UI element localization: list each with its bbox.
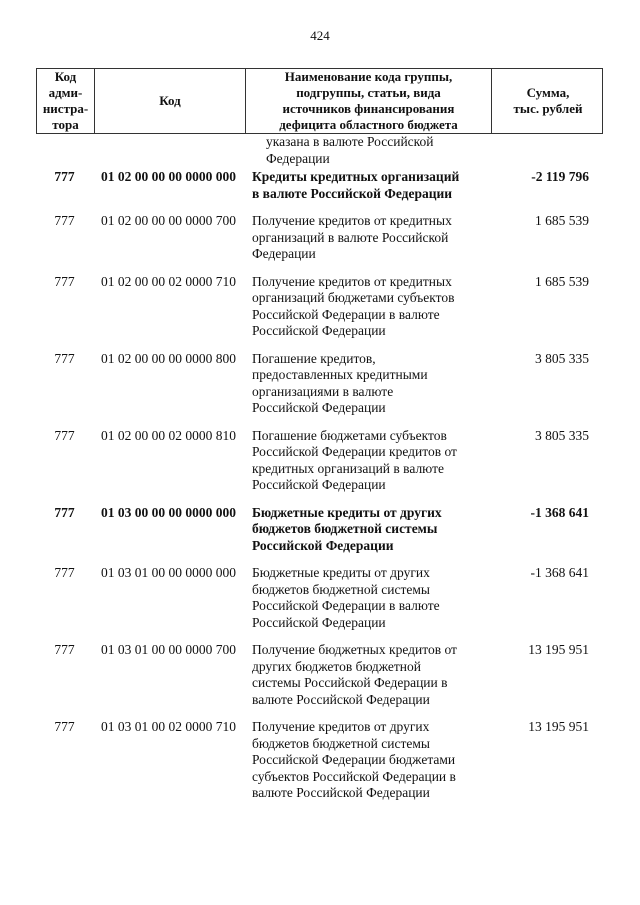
row-admin-code: 777 [54,719,75,734]
row-name: Получение кредитов от других бюджетов бюджетной системы Российской Федерации бюджетами субъектов Российской Федерации в валюте Российской Федерации [252,719,456,800]
table-header [36,68,603,134]
row-amount: -1 368 641 [530,565,589,580]
row-amount: 3 805 335 [535,427,589,443]
table-row [36,428,603,494]
row-code: 01 03 01 00 00 0000 700 [101,642,236,657]
row-name: Кредиты кредитных организаций в валюте Российской Федерации [252,169,460,201]
table-row [36,642,603,708]
row-admin-code: 777 [54,504,75,520]
row-amount: 1 685 539 [535,213,589,228]
row-name: Получение кредитов от кредитных организаций бюджетами субъектов Российской Федерации в валюте Российской Федерации [252,273,455,338]
table-row [36,719,603,802]
row-code: 01 02 00 00 00 0000 700 [101,213,236,228]
row-name: Получение кредитов от кредитных организаций в валюте Российской Федерации [252,213,452,261]
table-row [36,351,603,417]
row-name: Погашение бюджетами субъектов Российской Федерации кредитов от кредитных организаций в валюте Российской Федерации [252,427,457,492]
row-code: 01 03 00 00 00 0000 000 [101,504,236,520]
row-name: Погашение кредитов, предоставленных кредитными организациями в валюте Российской Федерации [252,350,428,415]
row-amount: 3 805 335 [535,350,589,366]
row-name: Бюджетные кредиты от других бюджетов бюджетной системы Российской Федерации в валюте Российской Федерации [252,565,440,630]
row-admin-code: 777 [54,213,75,228]
table-row [36,565,603,631]
table-row [36,169,603,202]
row-code: 01 03 01 00 00 0000 000 [101,565,236,580]
row-code: 01 02 00 00 02 0000 710 [101,273,236,289]
table-body [36,169,603,802]
row-amount: -2 119 796 [531,169,589,184]
row-amount: 1 685 539 [535,273,589,289]
table-row [36,274,603,340]
row-admin-code: 777 [54,273,75,289]
row-name: Получение бюджетных кредитов от других бюджетов бюджетной системы Российской Федерации в валюте Российской Федерации [252,642,457,707]
page-number: 424 [310,28,330,43]
row-admin-code: 777 [54,427,75,443]
row-admin-code: 777 [54,169,75,184]
budget-sources-table [36,68,603,813]
row-code: 01 02 00 00 00 0000 000 [101,169,236,184]
table-row [36,213,603,263]
header-name: Наименование кода группы, подгруппы, статьи, вида источников финансирования дефицита областного бюджета [245,69,491,133]
row-name: Бюджетные кредиты от других бюджетов бюджетной системы Российской Федерации [252,504,442,553]
carry-over-text: указана в валюте Российской Федерации [266,134,434,166]
header-code: Код [94,69,245,133]
row-admin-code: 777 [54,350,75,366]
row-amount: -1 368 641 [530,504,589,520]
table-row [36,505,603,555]
row-code: 01 02 00 00 02 0000 810 [101,427,236,443]
row-code: 01 02 00 00 00 0000 800 [101,350,236,366]
header-amount: Сумма, тыс. рублей [491,69,604,133]
row-code: 01 03 01 00 02 0000 710 [101,719,236,734]
row-amount: 13 195 951 [528,642,589,657]
row-admin-code: 777 [54,642,75,657]
header-admin-code: Код адми- нистра- тора [42,69,89,132]
row-amount: 13 195 951 [528,719,589,734]
row-admin-code: 777 [54,565,75,580]
